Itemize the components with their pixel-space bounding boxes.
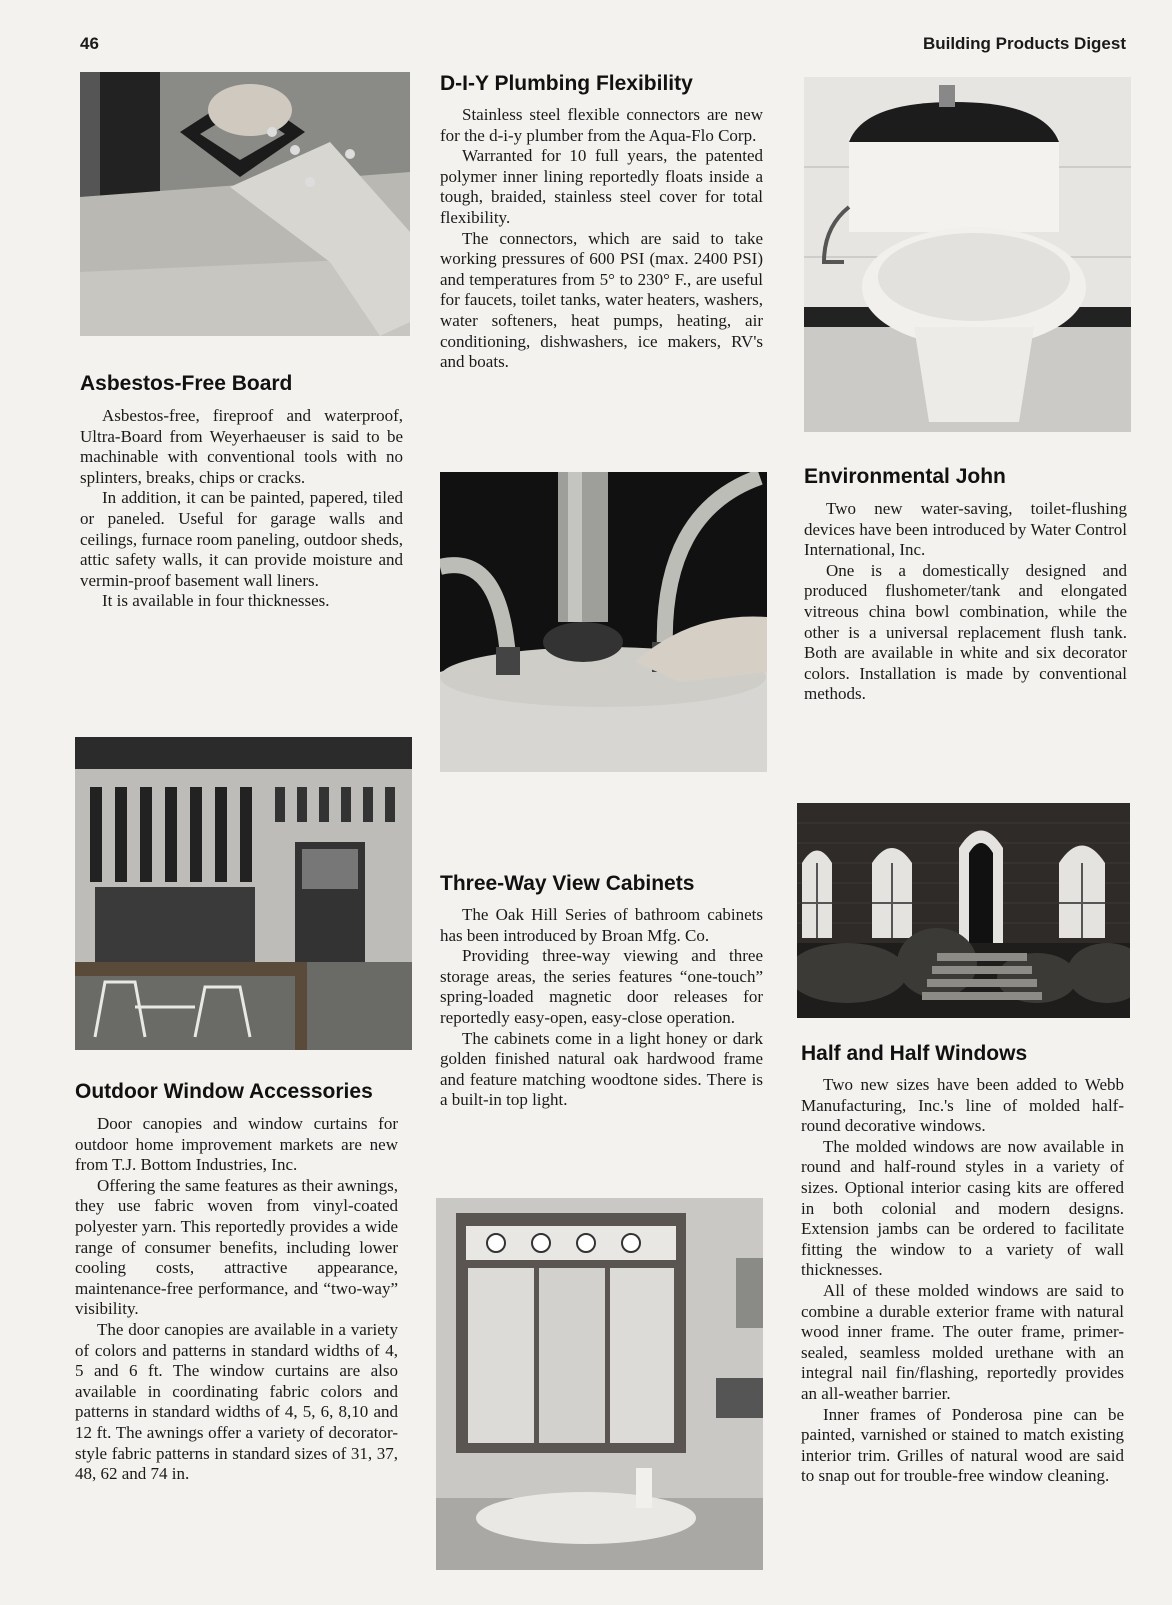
saw-cutting-board-photo [80, 72, 410, 336]
paragraph: The Oak Hill Series of bathroom cabinets has been introduced by Broan Mfg. Co. [440, 905, 763, 945]
paragraph: It is available in four thicknesses. [102, 591, 330, 611]
paragraph: Two new sizes have been added to Webb Manufacturing, Inc.'s line of molded half-round decorative windows. [801, 1075, 1124, 1136]
body-plumbing [440, 105, 763, 373]
flexible-connectors-photo [440, 472, 767, 772]
publication-name: Building Products Digest [922, 34, 1126, 53]
paragraph: Offering the same features as their awnings, they use fabric woven from vinyl-coated polyester yarn. This reportedly provides a wide range of consumer benefits, including lower cooling costs, attractive appearance, maintenance-free performance, and “two-way” visibility. [75, 1175, 398, 1319]
paragraph: Two new water-saving, toilet-flushing devices have been introduced by Water Control International, Inc. [804, 499, 1127, 560]
body-windows [801, 1075, 1124, 1487]
half-round-windows-photo [797, 803, 1130, 1018]
paragraph: Door canopies and window curtains for outdoor home improvement markets are new from T.J. Bottom Industries, Inc. [75, 1114, 398, 1175]
awnings-photo [75, 737, 412, 1050]
paragraph: Stainless steel flexible connectors are new for the d-i-y plumber from the Aqua-Flo Corp. [440, 105, 763, 145]
page-number: 46 [80, 34, 99, 53]
headline-environmental: Environmental John [804, 465, 1006, 488]
paragraph: The connectors, which are said to take working pressures of 600 PSI (max. 2400 PSI) and temperatures from 5° to 230° F., are useful for faucets, toilet tanks, water heaters, washers, water softeners, heat pumps, heating, air conditioning, dishwashers, ice makers, RV's and boats. [440, 228, 763, 372]
body-cabinets [440, 905, 763, 1111]
body-environmental [804, 499, 1127, 705]
paragraph: All of these molded windows are said to combine a durable exterior frame with natural wood inner frame. The outer frame, primer-sealed, seamless molded urethane with an integral nail fin/flashing, reportedly provides an all-weather barrier. [801, 1280, 1124, 1403]
paragraph: The molded windows are now available in round and half-round styles in a variety of sizes. Optional interior casing kits are offered in both colonial and modern designs. Extension jambs can be ordered to facilitate fitting the window to a variety of wall thicknesses. [801, 1136, 1124, 1280]
headline-asbestos: Asbestos-Free Board [80, 372, 293, 395]
paragraph: The door canopies are available in a variety of colors and patterns in standard widths of 4, 5 and 6 ft. The window curtains are also available in coordinating fabric colors and patterns in standard widths of 4, 5, 6, 8,10 and 12 ft. The awnings offer a variety of decorator-style fabric patterns in standard sizes of 31, 37, 48, 62 and 74 in. [75, 1319, 398, 1484]
headline-cabinets: Three-Way View Cabinets [440, 872, 695, 895]
bathroom-cabinet-photo [436, 1198, 763, 1570]
paragraph: Inner frames of Ponderosa pine can be painted, varnished or stained to match existing interior trim. Grilles of natural wood are said to snap out for trouble-free window cleaning. [801, 1404, 1124, 1486]
body-asbestos [80, 406, 403, 612]
headline-plumbing: D-I-Y Plumbing Flexibility [440, 72, 693, 95]
paragraph: In addition, it can be painted, papered, tiled or paneled. Useful for garage walls and ceilings, furnace room paneling, outdoor sheds, attic safety walls, it can provide moisture and vermin-proof basement wall liners. [80, 488, 403, 590]
paragraph: One is a domestically designed and produced flushometer/tank and elongated vitreous china bowl combination, while the other is a universal replacement flush tank. Both are available in white and six decorator colors. Installation is made by conventional methods. [804, 560, 1127, 704]
paragraph: Providing three-way viewing and three storage areas, the series features “one-touch” spring-loaded magnetic door releases for reportedly easy-open, easy-close operation. [440, 946, 763, 1027]
paragraph: Warranted for 10 full years, the patented polymer inner lining reportedly floats inside a tough, braided, stainless steel cover for total flexibility. [440, 146, 763, 227]
paragraph: The cabinets come in a light honey or dark golden finished natural oak hardwood frame and feature matching woodtone sides. There is a built-in top light. [440, 1028, 763, 1110]
paragraph: Asbestos-free, fireproof and waterproof, Ultra-Board from Weyerhaeuser is said to be machinable with conventional tools with no splinters, breaks, chips or cracks. [80, 406, 403, 487]
toilet-photo [804, 77, 1131, 432]
headline-outdoor: Outdoor Window Accessories [75, 1080, 373, 1103]
headline-windows: Half and Half Windows [801, 1042, 1028, 1065]
body-outdoor [75, 1114, 398, 1485]
